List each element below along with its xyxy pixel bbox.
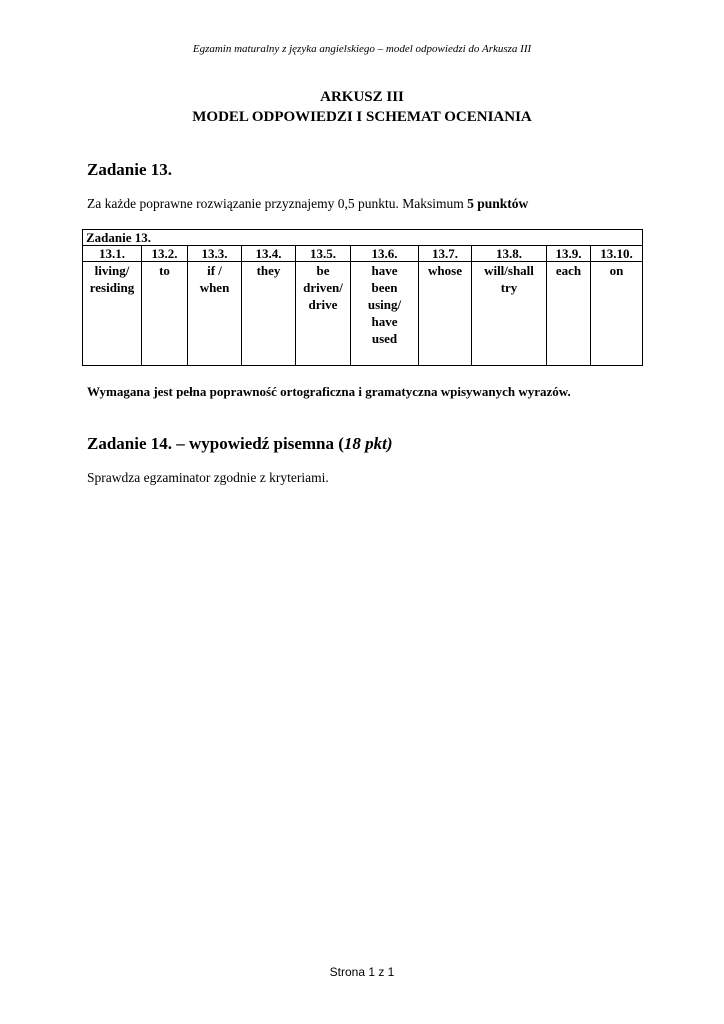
item-number: 13.7. <box>419 246 472 262</box>
document-title <box>0 87 724 127</box>
item-answer: each <box>547 262 591 366</box>
title-line-2: MODEL ODPOWIEDZI I SCHEMAT OCENIANIA <box>192 109 532 125</box>
item-answer: on <box>591 262 643 366</box>
item-number-row <box>83 246 643 262</box>
item-number: 13.10. <box>591 246 643 262</box>
page-header: Egzamin maturalny z języka angielskiego – model odpowiedzi do Arkusza III <box>192 43 532 55</box>
scoring-text: Za każde poprawne rozwiązanie przyznajemy 0,5 punktu. Maksimum <box>87 196 468 211</box>
item-answer: they <box>242 262 296 366</box>
item-number: 13.1. <box>83 246 142 262</box>
item-number: 13.2. <box>142 246 188 262</box>
item-answer: have been using/ have used <box>351 262 419 366</box>
page-footer: Strona 1 z 1 <box>329 965 395 979</box>
item-number: 13.4. <box>242 246 296 262</box>
task14-text: Sprawdza egzaminator zgodnie z kryteriami. <box>87 470 329 485</box>
task14-points: 18 pkt) <box>343 434 393 453</box>
task13-scoring <box>87 196 528 212</box>
item-answer: will/shall try <box>472 262 547 366</box>
item-number: 13.6. <box>351 246 419 262</box>
item-answer: be driven/ drive <box>296 262 351 366</box>
item-number: 13.3. <box>188 246 242 262</box>
title-line-1: ARKUSZ III <box>320 89 404 105</box>
item-number: 13.5. <box>296 246 351 262</box>
task13-heading: Zadanie 13. <box>87 160 173 179</box>
item-number: 13.9. <box>547 246 591 262</box>
item-answer: living/ residing <box>83 262 142 366</box>
table-caption: Zadanie 13. <box>83 230 643 246</box>
item-answer: if / when <box>188 262 242 366</box>
answer-row <box>83 262 643 366</box>
item-answer: to <box>142 262 188 366</box>
scoring-max: 5 punktów <box>467 196 529 211</box>
item-number: 13.8. <box>472 246 547 262</box>
item-answer: whose <box>419 262 472 366</box>
answers-table <box>82 229 643 366</box>
task13-note: Wymagana jest pełna poprawność ortograficzna i gramatyczna wpisywanych wyrazów. <box>87 384 571 399</box>
task14-heading-main: Zadanie 14. – wypowiedź pisemna ( <box>87 434 344 453</box>
task14-heading <box>87 434 393 454</box>
